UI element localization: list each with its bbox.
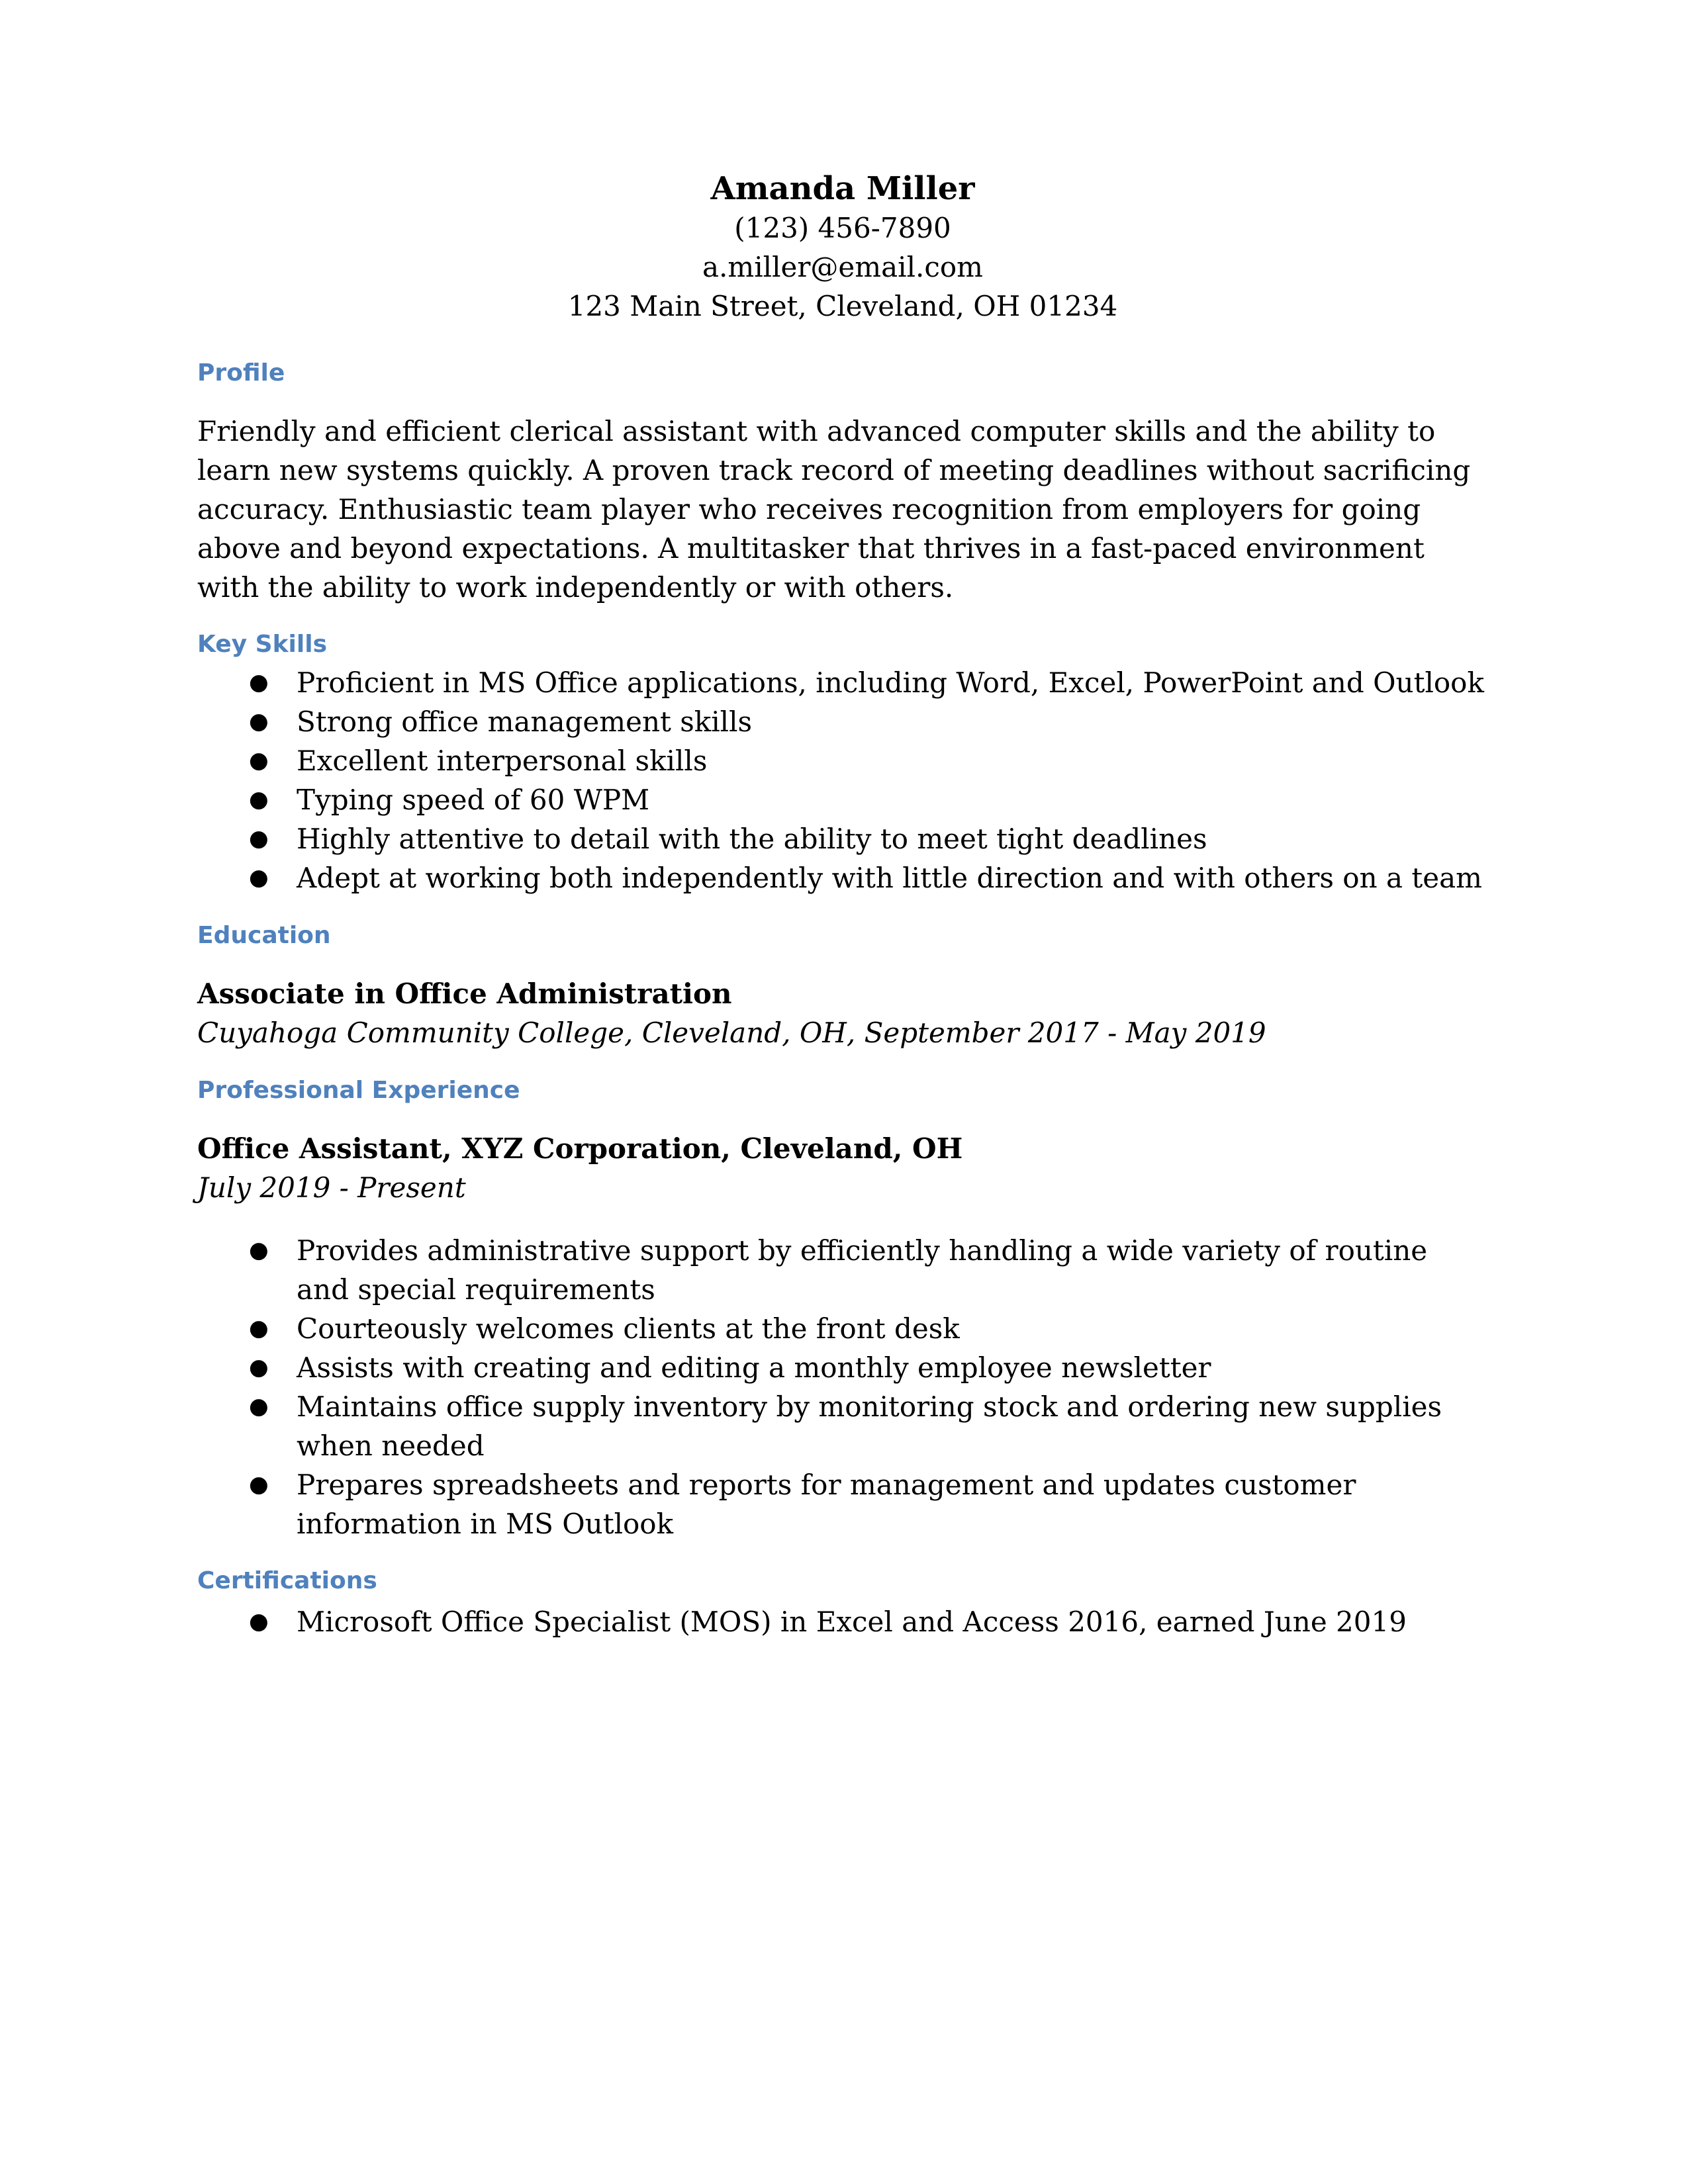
skill-text: Highly attentive to detail with the ability to meet tight deadlines [297, 823, 1207, 855]
skill-text: Adept at working both independently with little direction and with others on a team [297, 862, 1482, 894]
job-dates: July 2019 - Present [197, 1171, 466, 1204]
skill-text: Typing speed of 60 WPM [297, 784, 650, 816]
list-item [197, 1231, 1488, 1309]
resume-page [197, 169, 1488, 1641]
profile-line: accuracy. Enthusiastic team player who receives recognition from employers for going [197, 493, 1421, 525]
list-item [197, 1465, 1488, 1543]
duty-text: when needed [297, 1430, 485, 1462]
duty-text: Courteously welcomes clients at the front desk [297, 1312, 960, 1345]
duty-text: Prepares spreadsheets and reports for management and updates customer [297, 1469, 1356, 1501]
duty-text: and special requirements [297, 1273, 655, 1306]
duty-text: Assists with creating and editing a monthly employee newsletter [297, 1351, 1211, 1384]
resume-header [197, 169, 1488, 326]
bullet-icon: ● [249, 1393, 269, 1420]
bullet-icon: ● [249, 669, 269, 696]
certifications-list [197, 1602, 1488, 1641]
certifications-heading: Certifications [197, 1567, 377, 1594]
bullet-icon: ● [249, 747, 269, 774]
list-item [197, 858, 1488, 897]
list-item [197, 1309, 1488, 1348]
bullet-icon: ● [249, 1315, 269, 1342]
duty-text: Maintains office supply inventory by monitoring stock and ordering new supplies [297, 1390, 1442, 1423]
email-address: a.miller@email.com [702, 251, 984, 283]
skills-section [197, 630, 1488, 897]
list-item [197, 819, 1488, 858]
profile-line: above and beyond expectations. A multitasker that thrives in a fast-paced environment [197, 532, 1425, 565]
list-item [197, 702, 1488, 741]
experience-section [197, 1076, 1488, 1543]
bullet-icon: ● [249, 1471, 269, 1498]
education-heading: Education [197, 922, 331, 949]
profile-section [197, 359, 1488, 607]
list-item [197, 1387, 1488, 1465]
profile-text [197, 412, 1488, 607]
list-item [197, 1348, 1488, 1387]
profile-line: with the ability to work independently or with others. [197, 571, 954, 604]
profile-line: learn new systems quickly. A proven track record of meeting deadlines without sacrificing [197, 454, 1471, 486]
candidate-name: Amanda Miller [710, 170, 975, 207]
school-details: Cuyahoga Community College, Cleveland, OH, September 2017 - May 2019 [197, 1017, 1266, 1049]
bullet-icon: ● [249, 786, 269, 813]
list-item [197, 780, 1488, 819]
skill-text: Strong office management skills [297, 705, 753, 738]
profile-line: Friendly and efficient clerical assistant with advanced computer skills and the ability to [197, 415, 1436, 447]
bullet-icon: ● [249, 708, 269, 735]
certification-text: Microsoft Office Specialist (MOS) in Excel and Access 2016, earned June 2019 [297, 1606, 1407, 1638]
skill-text: Proficient in MS Office applications, including Word, Excel, PowerPoint and Outlook [297, 666, 1484, 699]
list-item [197, 1602, 1488, 1641]
street-address: 123 Main Street, Cleveland, OH 01234 [567, 290, 1118, 322]
certifications-section [197, 1567, 1488, 1641]
list-item [197, 741, 1488, 780]
profile-heading: Profile [197, 359, 285, 387]
experience-list [197, 1231, 1488, 1543]
bullet-icon: ● [249, 864, 269, 891]
bullet-icon: ● [249, 825, 269, 852]
duty-text: information in MS Outlook [297, 1508, 674, 1540]
skills-list [197, 663, 1488, 897]
duty-text: Provides administrative support by efficiently handling a wide variety of routine [297, 1234, 1428, 1267]
bullet-icon: ● [249, 1237, 269, 1263]
experience-heading: Professional Experience [197, 1077, 520, 1104]
phone-number: (123) 456-7890 [734, 212, 951, 244]
education-section [197, 921, 1488, 1052]
degree-title: Associate in Office Administration [197, 978, 732, 1010]
list-item [197, 663, 1488, 702]
bullet-icon: ● [249, 1354, 269, 1381]
skills-heading: Key Skills [197, 631, 327, 658]
job-title: Office Assistant, XYZ Corporation, Cleveland, OH [197, 1132, 963, 1165]
skill-text: Excellent interpersonal skills [297, 745, 708, 777]
bullet-icon: ● [249, 1608, 269, 1635]
